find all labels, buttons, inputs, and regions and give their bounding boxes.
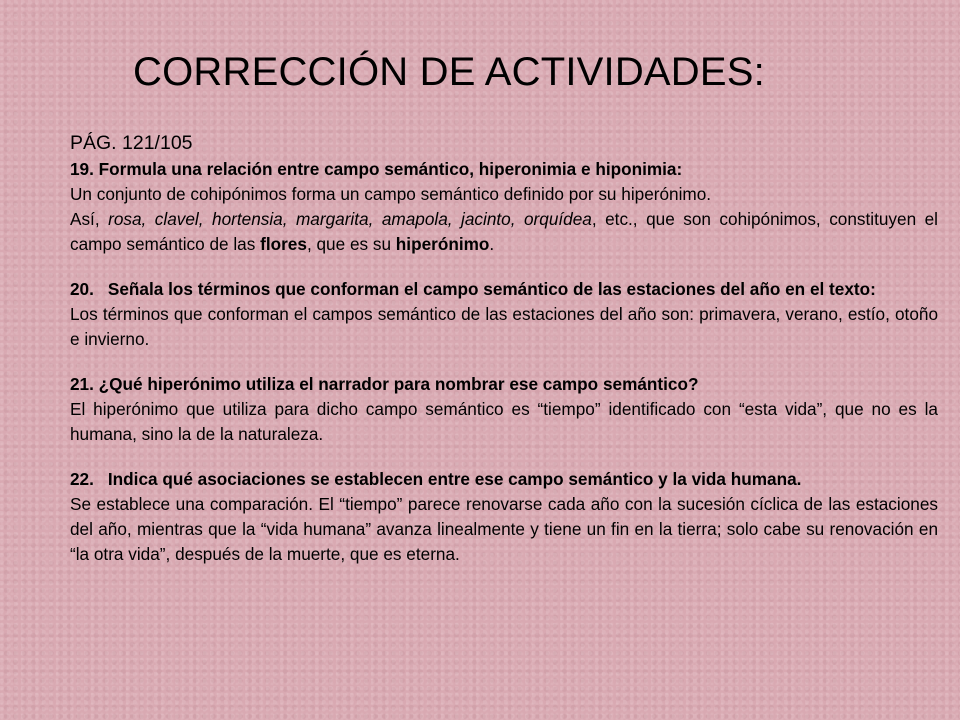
answer-19-line-2 xyxy=(70,207,938,257)
activity-21 xyxy=(70,372,938,447)
question-number: 22. xyxy=(70,469,94,489)
answer-22: Se establece una comparación. El “tiempo” parece renovarse cada año con la sucesión cíclica de las estaciones del año, mientras que la “vida humana” avanza linealmente y tiene un fin en la tierra; solo cabe su renovación en “la otra vida”, después de la muerte, que es eterna. xyxy=(70,494,938,564)
answer-text: . xyxy=(489,234,495,254)
slide-content xyxy=(70,129,938,567)
answer-21: El hiperónimo que utiliza para dicho campo semántico es “tiempo” identificado con “esta vida”, que no es la humana, sino la de la naturaleza. xyxy=(70,399,938,444)
question-20 xyxy=(70,277,938,302)
question-22 xyxy=(70,467,938,492)
answer-19-line-1: Un conjunto de cohipónimos forma un campo semántico definido por su hiperónimo. xyxy=(70,184,712,204)
question-number: 20. xyxy=(70,279,94,299)
question-text: Indica qué asociaciones se establecen entre ese campo semántico y la vida humana. xyxy=(107,469,802,489)
answer-bold-term: hiperónimo xyxy=(395,234,490,254)
answer-text: , que es su xyxy=(306,234,396,254)
question-21: 21. ¿Qué hiperónimo utiliza el narrador para nombrar ese campo semántico? xyxy=(70,374,699,394)
answer-text: Así, xyxy=(70,209,109,229)
answer-20: Los términos que conforman el campos semántico de las estaciones del año son: primavera, verano, estío, otoño e invierno. xyxy=(70,304,938,349)
answer-bold-term: flores xyxy=(260,234,307,254)
activity-22 xyxy=(70,467,938,567)
answer-italic-list: rosa, clavel, hortensia, margarita, amapola, jacinto, orquídea xyxy=(108,209,592,229)
question-19: 19. Formula una relación entre campo semántico, hiperonimia e hiponimia: xyxy=(70,159,683,179)
question-text: Señala los términos que conforman el campo semántico de las estaciones del año en el texto: xyxy=(107,279,876,299)
answer-text: , etc., que son cohipónimos, constituyen el campo semántico de las xyxy=(70,209,939,254)
activity-20 xyxy=(70,277,938,352)
activity-19 xyxy=(70,157,938,257)
slide-title: CORRECCIÓN DE ACTIVIDADES: xyxy=(133,50,765,94)
page-reference: PÁG. 121/105 xyxy=(70,132,193,154)
